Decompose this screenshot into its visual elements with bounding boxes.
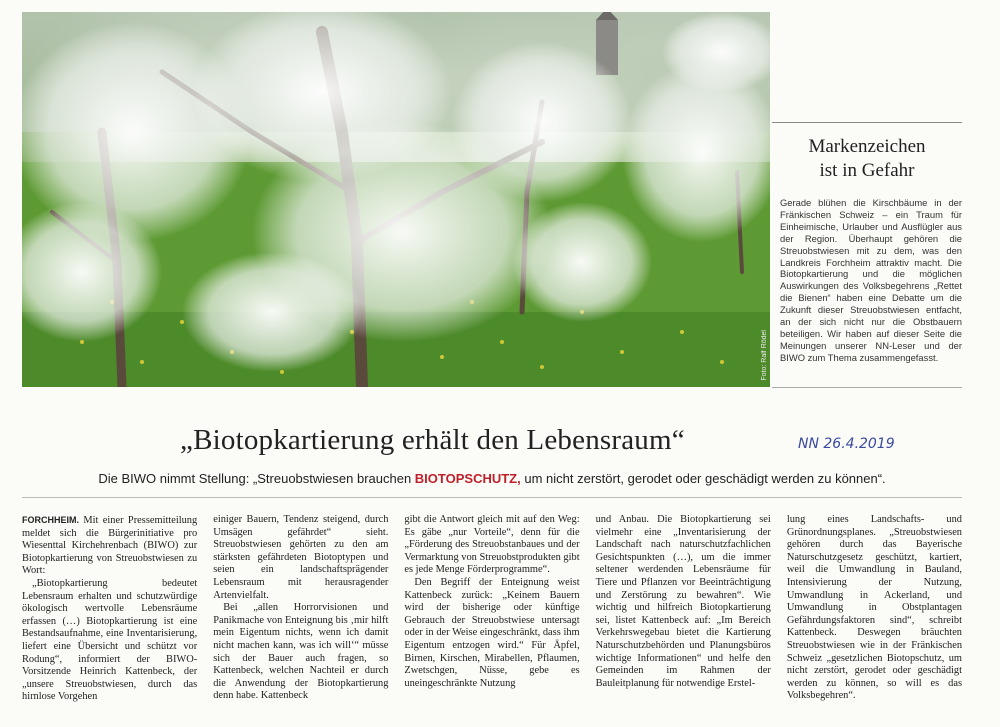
sidebar-title: [772, 135, 962, 183]
subline-rule: [22, 497, 962, 498]
column-4: [596, 514, 771, 704]
article-columns: [22, 514, 962, 704]
col1-p1-text: Mit einer Pressemitteilung meldet sich die Bürgerinitiative pro Wiesenttal Kirchehrenbach (BIWO) zur Biotopkartierung von Streuobstwiesen zu Wort:: [22, 515, 198, 577]
dateline: FORCHHEIM.: [22, 515, 79, 525]
subline-after: um nicht zerstört, gerodet oder geschädigt werden zu können“.: [520, 471, 886, 486]
article-subheadline: [22, 471, 962, 486]
photo-credit: Foto: Ralf Rödel: [761, 330, 768, 381]
column-2: [213, 514, 388, 704]
subline-before: Die BIWO nimmt Stellung: „Streuobstwiesen brauchen: [98, 471, 415, 486]
column-3: [404, 514, 579, 704]
article-headline: „Biotopkartierung erhält den Lebensraum“: [180, 424, 685, 456]
column-1: [22, 514, 197, 704]
sidebar-title-line2: ist in Gefahr: [819, 160, 915, 181]
cherry-blossom-photo: [22, 12, 770, 387]
orchard-illustration: [22, 12, 770, 387]
col1-paragraph-2: „Biotopkartierung bedeutet Lebensraum erhalten und schutzwürdige ökologisch wertvolle Lebensräume erfassen (…) Biotopkartierung ist eine Bestandsaufnahme, eine Inventarisierung, liefert eine Übersicht und schützt vor Rodung“, informiert der BIWO-Vorsitzende Heinrich Kattenbeck, der „unsere Streuobstwiesen, durch das hirnlose Vorgehen: [22, 577, 198, 703]
sidebar-bottom-rule: [772, 387, 962, 388]
sidebar-top-rule: [772, 122, 962, 123]
col2-paragraph-2: Bei „allen Horrorvisionen und Panikmache von Enteignung bis ‚mir hilft mein Eigentum nichts, wenn ich damit nicht machen kann, was ich will‘“ müsse sich der Bauer auch fragen, so Kattenbeck, welchen Nachteil er durch die Anwendung der Biotopkartierung denn habe. Kattenbeck: [213, 602, 389, 702]
col2-paragraph-1: einiger Bauern, Tendenz steigend, durch Umsägen gefährdet“ sieht. Streuobstwiesen gehörten zu den am stärksten gefährdeten Biotoptypen und seien ein landschaftsprägender Lebensraum mit herausragender Artenvielfalt.: [213, 514, 389, 601]
sidebar-title-line1: Markenzeichen: [808, 136, 926, 157]
sidebar-intro: Gerade blühen die Kirschbäume in der Fränkischen Schweiz – ein Traum für Einheimische, Urlauber und Ausflügler aus der Region. Überhaupt gehören die Streuobstwiesen mit zu dem, was den Landkreis Forchheim attraktiv macht. Die Biotopkartierung und die möglichen Auswirkungen des Volksbegehrens „Rettet die Bienen“ haben eine Debatte um die Zukunft dieser Streuobstwiesen entfacht, an der sich nicht nur die Obstbauern beteiligen. Wir haben auf dieser Seite die Meinungen unserer NN-Leser und der BIWO zum Thema zusammengefasst.: [780, 197, 962, 363]
col4-paragraph-1: und Anbau. Die Biotopkartierung sei vielmehr eine „Inventarisierung der Landschaft nach naturschutzfachlichen Gesichtspunkten (…), um die immer seltener werdenden Lebensräume für Tiere und Pflanzen vor Beeinträchtigung und Zerstörung zu bewahren“. Wie wichtig und hilfreich Biotopkartierung sei, listet Kattenbeck auf: „Im Bereich Verkehrswegebau bietet die Kartierung Naturschutzbehörden und Planungsbüros wichtige Informationen“ und helfe den Gemeinden im Rahmen der Bauleitplanung für notwendige Erstel-: [595, 514, 771, 689]
col3-paragraph-1: gibt die Antwort gleich mit auf den Weg: Es gäbe „nur Vorteile“, denn für die „Förderung des Streuobstanbaues und der Vermarktung von Streuobstprodukten gibt es jede Menge Förderprogramme“.: [404, 514, 580, 576]
handwritten-date-note: NN 26.4.2019: [798, 436, 895, 452]
col5-paragraph-1: lung eines Landschafts- und Grünordnungsplanes. „Streuobstwiesen gehören durch das Bayerische Naturschutzgesetz geschützt, kartiert, weil die Umwandlung in Bauland, Intensivierung der Nutzung, Umwandlung in Ackerland, und Umwandlung in Obstplantagen Gefährdungsfaktoren sind“, schreibt Kattenbeck. Deswegen bräuchten Streuobstwiesen wie in der Fränkischen Schweiz „gesetzlichen Biotopschutz, um nicht zerstört, gerodet oder geschädigt werden zu können, so will es das Volksbegehren“.: [786, 514, 963, 702]
subline-highlight: BIOTOPSCHUTZ,: [414, 471, 521, 486]
sidebar-box: [772, 122, 962, 364]
column-5: [787, 514, 962, 704]
col1-paragraph-1: [22, 514, 197, 578]
col3-paragraph-2: Den Begriff der Enteignung weist Kattenbeck zurück: „Keinem Bauern wird der bisherige oder künftige Gebrauch der Streuobstwiese untersagt oder in der Weise eingeschränkt, dass ihm Eigentum entzogen wird.“ Für Äpfel, Birnen, Kirschen, Mirabellen, Pflaumen, Zwetschgen, Nüsse, gebe es uneingeschränkte Nutzung: [404, 576, 580, 689]
